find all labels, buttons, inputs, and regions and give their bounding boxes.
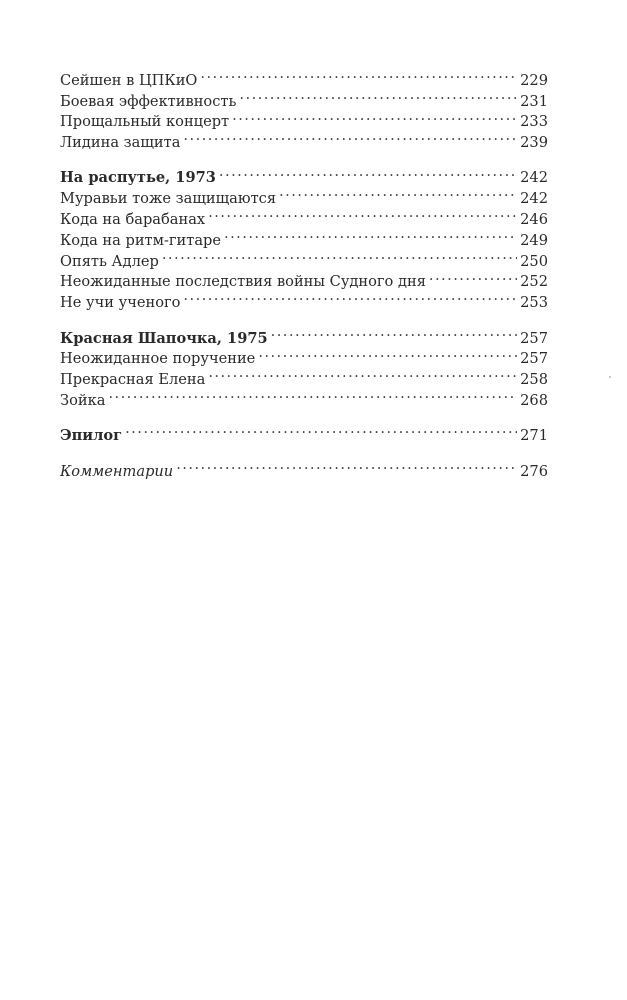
toc-entry-page: 252	[520, 273, 548, 291]
dot-leader	[279, 182, 517, 203]
dot-leader	[183, 286, 517, 307]
table-of-contents	[60, 64, 548, 480]
toc-section-title: На распутье, 1973	[60, 169, 216, 187]
dot-leader	[208, 363, 517, 384]
toc-entry-page: 258	[520, 371, 548, 389]
toc-section-heading	[60, 162, 548, 187]
toc-entry-title: Не учи ученого	[60, 294, 181, 312]
toc-section-title: Красная Шапочка, 1975	[60, 329, 268, 347]
toc-group	[60, 64, 548, 152]
toc-entry-title: Опять Адлер	[60, 252, 159, 270]
toc-entry-page: 253	[520, 294, 548, 312]
toc-entry-page: 268	[520, 391, 548, 409]
toc-group	[60, 322, 548, 409]
dot-leader	[183, 126, 517, 147]
toc-entry-page: 231	[520, 92, 548, 110]
dot-leader	[176, 455, 517, 476]
toc-entry-title: Лидина защита	[60, 134, 181, 152]
toc-entry-title: Комментарии	[60, 462, 174, 480]
toc-entry-page: 229	[520, 71, 548, 89]
toc-entry-page: 239	[520, 134, 548, 152]
dot-leader	[108, 384, 517, 405]
toc-section-heading	[60, 322, 548, 347]
toc-entry-page: 257	[520, 350, 548, 368]
toc-entry-title: Неожиданное поручение	[60, 350, 256, 368]
toc-entry-title: Неожиданные последствия войны Судного дня	[60, 273, 426, 291]
toc-entry-title: Зойка	[60, 391, 106, 409]
dot-leader	[239, 85, 517, 106]
toc-entry	[60, 64, 548, 89]
dot-leader	[219, 162, 517, 183]
toc-group	[60, 419, 548, 445]
dot-leader	[125, 419, 517, 440]
toc-entry-page: 242	[520, 169, 548, 187]
toc-entry-page: 249	[520, 231, 548, 249]
dot-leader	[429, 266, 517, 287]
dot-leader	[200, 64, 517, 85]
toc-entry-title: Сейшен в ЦПКиО	[60, 71, 198, 89]
dot-leader	[271, 322, 517, 343]
toc-entry	[60, 384, 548, 409]
toc-entry-page: 276	[520, 462, 548, 480]
toc-entry-title: Прекрасная Елена	[60, 371, 206, 389]
toc-entry-page: 257	[520, 329, 548, 347]
dot-leader	[224, 224, 517, 245]
toc-entry-page: 242	[520, 190, 548, 208]
dot-leader	[232, 106, 517, 127]
toc-entry-page: 233	[520, 113, 548, 131]
toc-entry-page: 246	[520, 211, 548, 229]
toc-group	[60, 455, 548, 480]
toc-entry-title: Муравьи тоже защищаются	[60, 190, 277, 208]
toc-entry-title: Прощальный концерт	[60, 113, 230, 131]
toc-entry-title: Боевая эффективность	[60, 92, 237, 110]
toc-entry-title: Кода на ритм-гитаре	[60, 231, 222, 249]
toc-section-title: Эпилог	[60, 427, 123, 445]
toc-section-heading	[60, 419, 548, 445]
toc-group	[60, 162, 548, 312]
paper-speck	[609, 376, 611, 378]
dot-leader	[208, 203, 517, 224]
toc-entry-page: 271	[520, 427, 548, 445]
toc-entry-title: Кода на барабанах	[60, 211, 206, 229]
toc-entry-page: 250	[520, 252, 548, 270]
toc-entry	[60, 455, 548, 480]
dot-leader	[258, 343, 517, 364]
dot-leader	[162, 245, 517, 266]
